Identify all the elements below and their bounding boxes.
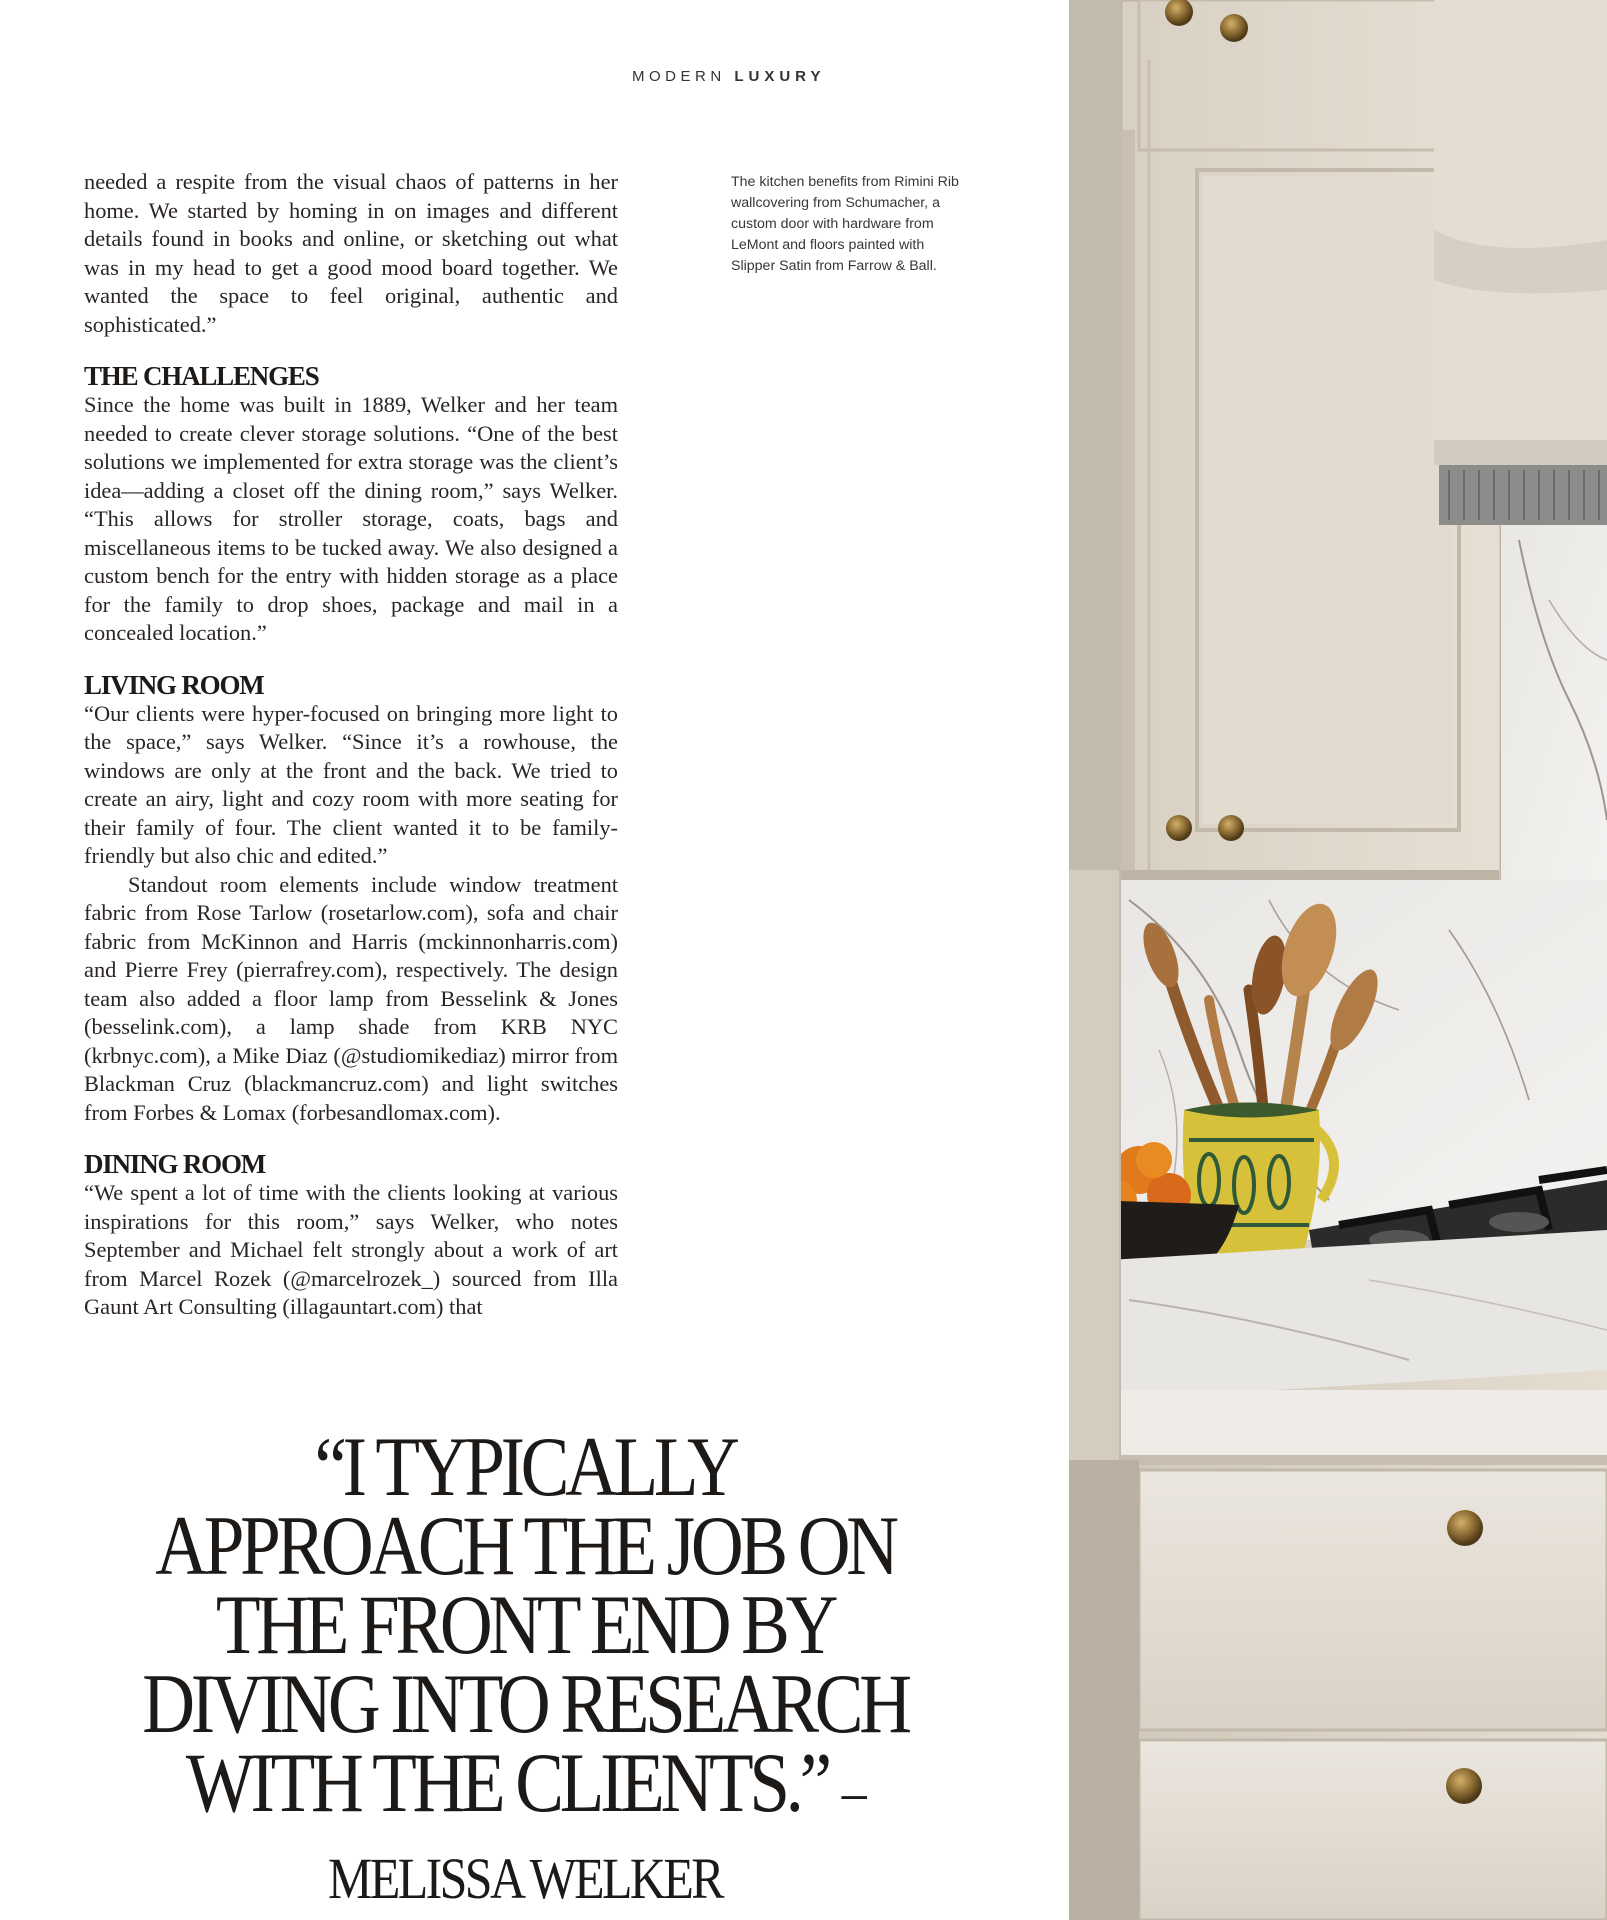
- range-hood: [1434, 0, 1607, 465]
- dining-room-heading: DINING ROOM: [84, 1149, 266, 1179]
- pull-quote-text: “I TYPICALLY APPROACH THE JOB ON THE FRONT END BY DIVING INTO RESEARCH WITH THE CLIENTS.”: [142, 1420, 908, 1830]
- challenges-paragraph: Since the home was built in 1889, Welker and her team needed to create clever storage solutions. “One of the best solutions we implemented for extra storage was the client’s idea—adding a closet off the dining room,” says Welker. “This allows for stroller storage, coats, bags and miscellaneous items to be tucked away. We also designed a custom bench for the entry with hidden storage as a place for the family to drop shoes, package and mail in a concealed location.”: [84, 392, 618, 645]
- drawer-knob: [1447, 1510, 1483, 1546]
- living-room-heading: LIVING ROOM: [84, 669, 264, 700]
- magazine-masthead: [632, 68, 825, 85]
- lower-drawer-1: [1139, 1470, 1607, 1730]
- kitchen-photo: [1069, 0, 1607, 1920]
- article-column: [84, 168, 618, 1322]
- intro-paragraph: needed a respite from the visual chaos of patterns in her home. We started by homing in on images and different details found in books and online, or sketching out what was in my head to get a good mood board together. We wanted the space to feel original, authentic and sophisticated.”: [84, 169, 618, 337]
- masthead-light: MODERN: [632, 68, 726, 85]
- masthead-bold: LUXURY: [734, 68, 826, 85]
- lower-drawer-2: [1139, 1740, 1607, 1920]
- challenges-heading: THE CHALLENGES: [84, 361, 319, 391]
- living-room-paragraph-1: “Our clients were hyper-focused on bringing more light to the space,” says Welker. “Since it’s a rowhouse, the windows are only at the front and the back. We tried to create an airy, light and cozy room with more seating for their family of four. The client wanted it to be family-friendly but also chic and edited.”: [84, 700, 618, 868]
- photo-caption: The kitchen benefits from Rimini Rib wallcovering from Schumacher, a custom door with hardware from LeMont and floors painted with Slipper Satin from Farrow & Ball.: [731, 174, 959, 274]
- kitchen-illustration: [1069, 0, 1607, 1920]
- pull-quote: [134, 1420, 917, 1918]
- dining-room-paragraph: “We spent a lot of time with the clients looking at various inspirations for this room,” says Welker, who notes September and Michael felt strongly about a work of art from Marcel Rozek (@marcelrozek_) sourced from Illa Gaunt Art Consulting (illagauntart.com) that: [84, 1180, 618, 1319]
- living-room-paragraph-2: Standout room elements include window treatment fabric from Rose Tarlow (rosetarlow.com), sofa and chair fabric from McKinnon and Harris (mckinnonharris.com) and Pierre Frey (pierrafrey.com), respectively. The design team also added a floor lamp from Besselink & Jones (besselink.com), a lamp shade from KRB NYC (krbnyc.com), a Mike Diaz (@studiomikediaz) mirror from Blackman Cruz (blackmancruz.com) and light switches from Forbes & Lomax (forbesandlomax.com).: [84, 871, 618, 1125]
- pull-quote-attribution: –MELISSA WELKER: [328, 1759, 865, 1911]
